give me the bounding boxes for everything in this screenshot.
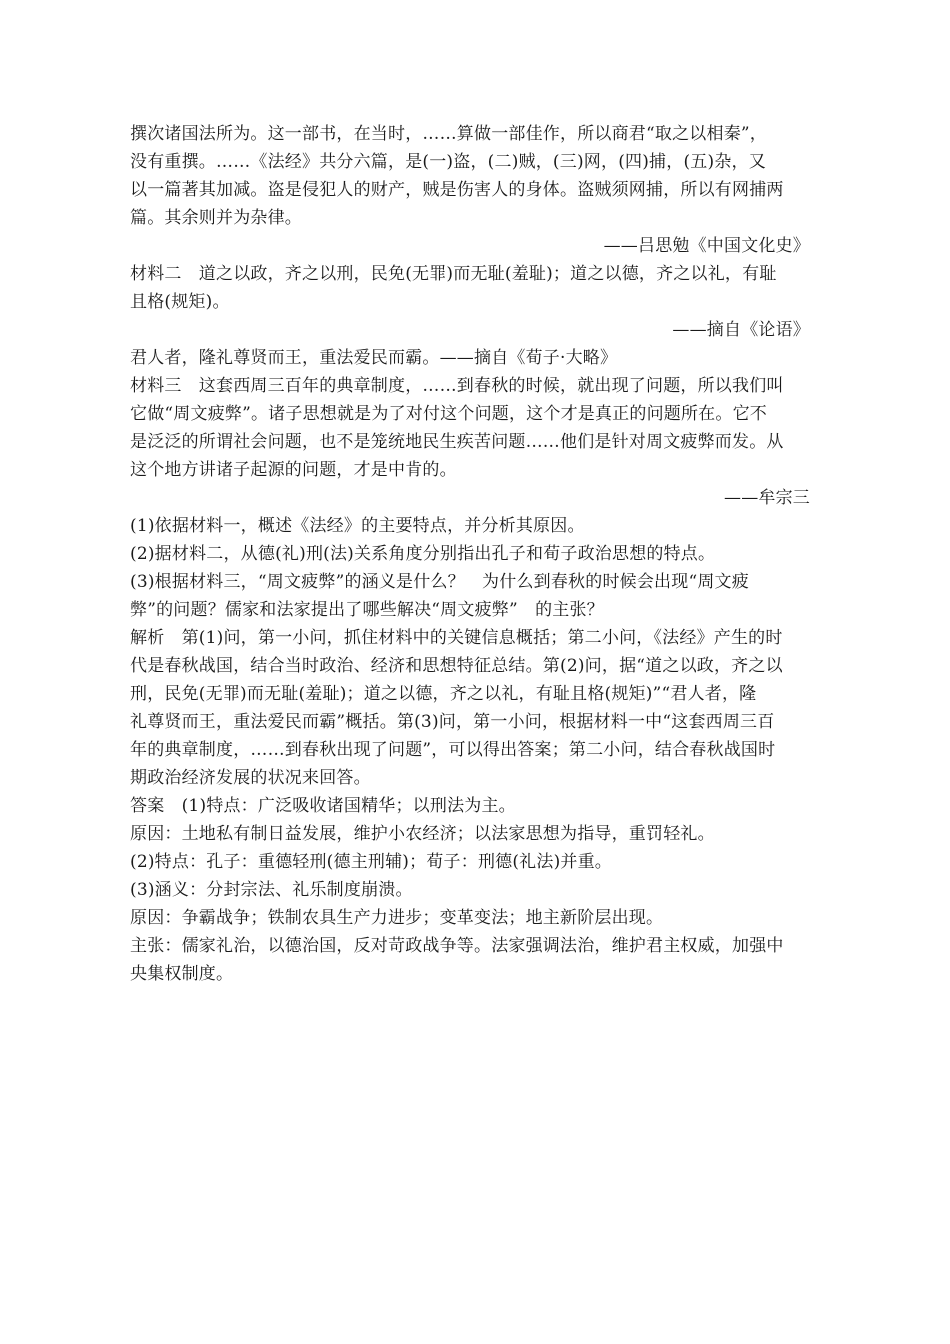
answer-line: 主张：儒家礼治，以德治国，反对苛政战争等。法家强调法治，维护君主权威，加强中 — [130, 936, 784, 956]
analysis-line: 代是春秋战国，结合当时政治、经济和思想特征总结。第(2)问，据“道之以政，齐之以 — [130, 656, 783, 676]
text-line: 且格(规矩)。 — [130, 292, 230, 312]
analysis-line: 解析 第(1)问，第一小问，抓住材料中的关键信息概括；第二小问，《法经》产生的时 — [130, 628, 783, 648]
text-line: 篇。其余则并为杂律。 — [130, 208, 302, 228]
analysis-line: 期政治经济发展的状况来回答。 — [130, 768, 371, 788]
question-line: (2)据材料二，从德(礼)刑(法)关系角度分别指出孔子和荀子政治思想的特点。 — [130, 544, 716, 564]
text-line: 这个地方讲诸子起源的问题，才是中肯的。 — [130, 460, 457, 480]
text-line: 材料三 这套西周三百年的典章制度，……到春秋的时候，就出现了问题，所以我们叫 — [130, 376, 784, 396]
answer-line: 央集权制度。 — [130, 964, 234, 984]
answer-line: 原因：争霸战争；铁制农具生产力进步；变革变法；地主新阶层出现。 — [130, 908, 664, 928]
analysis-line: 刑，民免(无罪)而无耻(羞耻)；道之以德，齐之以礼，有耻且格(规矩)”“君人者，隆 — [130, 684, 757, 704]
text-line: 没有重撰。……《法经》共分六篇，是(一)盗，(二)贼，(三)网，(四)捕，(五)杂，又 — [130, 152, 766, 172]
answer-line: (2)特点：孔子：重德轻刑(德主刑辅)；荀子：刑德(礼法)并重。 — [130, 852, 613, 872]
text-line: 材料二 道之以政，齐之以刑，民免(无罪)而无耻(羞耻)；道之以德，齐之以礼，有耻 — [130, 264, 777, 284]
answer-line: 原因：土地私有制日益发展，维护小农经济；以法家思想为指导，重罚轻礼。 — [130, 824, 715, 844]
source-attribution: ——吕思勉《中国文化史》 — [603, 236, 810, 256]
question-line: 弊”的问题？儒家和法家提出了哪些解决“周文疲弊” 的主张？ — [130, 600, 604, 620]
text-line: 君人者，隆礼尊贤而王，重法爱民而霸。——摘自《荀子·大略》 — [130, 348, 618, 368]
question-line: (3)根据材料三，“周文疲弊”的涵义是什么？ 为什么到春秋的时候会出现“周文疲 — [130, 572, 749, 592]
analysis-line: 礼尊贤而王，重法爱民而霸”概括。第(3)问，第一小问，根据材料一中“这套西周三百 — [130, 712, 775, 732]
answer-line: 答案 (1)特点：广泛吸收诸国精华；以刑法为主。 — [130, 796, 516, 816]
text-line: 撰次诸国法所为。这一部书，在当时，……算做一部佳作，所以商君“取之以相秦”， — [130, 124, 767, 144]
analysis-line: 年的典章制度，……到春秋出现了问题”，可以得出答案；第二小问，结合春秋战国时 — [130, 740, 776, 760]
answer-line: (3)涵义：分封宗法、礼乐制度崩溃。 — [130, 880, 413, 900]
document-page — [130, 120, 810, 988]
source-attribution: ——摘自《论语》 — [672, 320, 810, 340]
text-line: 是泛泛的所谓社会问题，也不是笼统地民生疾苦问题……他们是针对周文疲弊而发。从 — [130, 432, 784, 452]
source-attribution: ——牟宗三 — [724, 488, 810, 508]
text-line: 它做“周文疲弊”。诸子思想就是为了对付这个问题，这个才是真正的问题所在。它不 — [130, 404, 767, 424]
question-line: (1)依据材料一，概述《法经》的主要特点，并分析其原因。 — [130, 516, 585, 536]
text-line: 以一篇著其加减。盗是侵犯人的财产，贼是伤害人的身体。盗贼须网捕，所以有网捕两 — [130, 180, 784, 200]
